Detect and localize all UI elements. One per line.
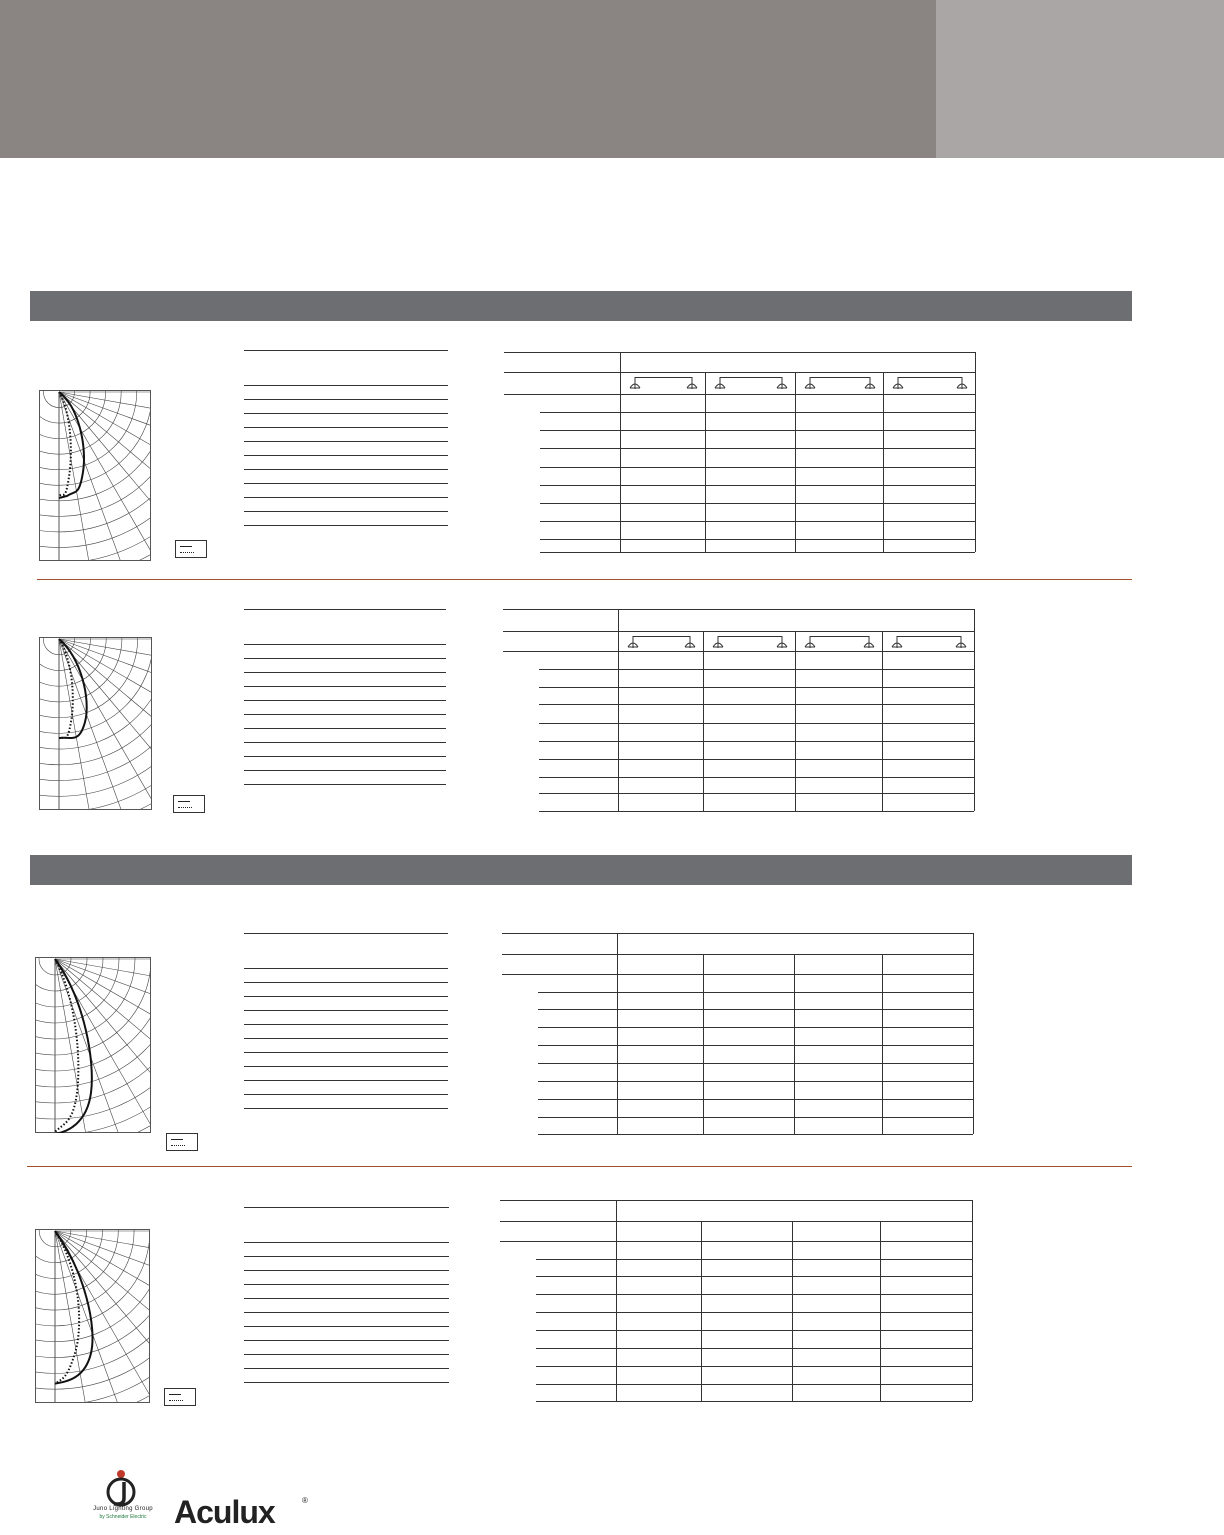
table-rule: [244, 1108, 448, 1109]
table-row-rule: [504, 372, 975, 373]
aculux-registered-mark: ®: [302, 1496, 308, 1505]
fixture-spacing-icon: [683, 635, 697, 649]
block-separator-2: [27, 1166, 1132, 1167]
table-row-rule: [503, 651, 974, 652]
table-col-rule: [792, 1221, 793, 1401]
fixture-spacing-line: [897, 636, 961, 637]
fixture-spacing-line: [633, 636, 690, 637]
table-rule: [244, 658, 446, 659]
fixture-spacing-line: [810, 636, 869, 637]
legend-dotted-line: [169, 1400, 183, 1401]
table-rule: [244, 672, 446, 673]
table-row-rule: [536, 1384, 972, 1385]
header-tab: [936, 0, 1224, 158]
table-col-rule: [794, 954, 795, 1134]
section-bar-1: [30, 291, 1132, 321]
legend-dotted-line: [171, 1145, 185, 1146]
table-rule: [244, 968, 448, 969]
fixture-spacing-icon: [685, 376, 699, 390]
table-rule: [244, 756, 446, 757]
legend-dotted-line: [178, 807, 192, 808]
table-row-rule: [504, 352, 975, 353]
table-rule: [244, 1256, 449, 1257]
table-row-rule: [539, 669, 974, 670]
curve-legend-1: [175, 540, 207, 558]
table-rule: [244, 609, 446, 610]
table-row-rule: [538, 1027, 973, 1028]
table-row-rule: [539, 687, 974, 688]
legend-solid-line: [178, 801, 190, 802]
polar-candela-chart-1: [39, 390, 151, 561]
table-row-rule: [539, 793, 974, 794]
table-row-rule: [536, 1330, 972, 1331]
table-rule: [244, 399, 448, 400]
fixture-spacing-icon: [626, 635, 640, 649]
fixture-spacing-icon: [713, 376, 727, 390]
table-row-rule: [502, 974, 973, 975]
table-rule: [244, 1270, 449, 1271]
table-rule: [244, 1242, 449, 1243]
table-col-rule: [701, 1221, 702, 1401]
table-row-rule: [540, 412, 975, 413]
table-row-rule: [539, 811, 974, 812]
table-row-rule: [503, 631, 974, 632]
table-row-rule: [539, 741, 974, 742]
table-row-rule: [536, 1276, 972, 1277]
table-rule: [244, 483, 448, 484]
table-row-rule: [540, 539, 975, 540]
table-rule: [244, 1340, 449, 1341]
table-row-rule: [502, 933, 973, 934]
table-col-rule: [705, 372, 706, 552]
header-band: [0, 0, 936, 158]
table-col-rule: [617, 933, 618, 1134]
polar-candela-chart-4: [35, 1229, 150, 1403]
table-row-rule: [536, 1348, 972, 1349]
table-rule: [244, 1382, 449, 1383]
table-rule: [244, 1312, 449, 1313]
polar-candela-chart-2: [39, 637, 152, 810]
table-rule: [244, 1298, 449, 1299]
table-rule: [244, 385, 448, 386]
table-rule: [244, 469, 448, 470]
table-col-rule: [973, 933, 974, 1134]
table-rule: [244, 700, 446, 701]
table-row-rule: [538, 1117, 973, 1118]
table-row-rule: [540, 485, 975, 486]
fixture-spacing-line: [898, 377, 962, 378]
fixture-spacing-line: [810, 377, 870, 378]
fixture-spacing-icon: [628, 376, 642, 390]
table-col-rule: [880, 1221, 881, 1401]
table-rule: [244, 511, 448, 512]
table-row-rule: [502, 954, 973, 955]
table-row-rule: [539, 723, 974, 724]
table-rule: [244, 441, 448, 442]
table-col-rule: [703, 954, 704, 1134]
table-rule: [244, 455, 448, 456]
table-rule: [244, 686, 446, 687]
fixture-spacing-icon: [955, 376, 969, 390]
table-rule: [244, 1207, 449, 1208]
table-row-rule: [536, 1294, 972, 1295]
table-row-rule: [539, 759, 974, 760]
fixture-spacing-icon: [863, 376, 877, 390]
polar-candela-chart-3: [35, 957, 151, 1133]
table-col-rule: [620, 352, 621, 552]
fixture-spacing-line: [718, 636, 782, 637]
table-col-rule: [975, 352, 976, 552]
table-rule: [244, 1010, 448, 1011]
table-row-rule: [538, 1009, 973, 1010]
table-row-rule: [540, 430, 975, 431]
table-rule: [244, 1284, 449, 1285]
fixture-spacing-icon: [890, 635, 904, 649]
fixture-spacing-icon: [711, 635, 725, 649]
curve-legend-2: [173, 795, 205, 813]
table-rule: [244, 1024, 448, 1025]
table-rule: [244, 770, 446, 771]
table-row-rule: [538, 992, 973, 993]
table-rule: [244, 1066, 448, 1067]
table-row-rule: [540, 521, 975, 522]
fixture-spacing-line: [720, 377, 782, 378]
table-col-rule: [883, 372, 884, 552]
table-col-rule: [616, 1200, 617, 1401]
legend-solid-line: [180, 546, 192, 547]
table-rule: [244, 982, 448, 983]
table-rule: [244, 413, 448, 414]
table-row-rule: [536, 1401, 972, 1402]
table-col-rule: [703, 631, 704, 811]
table-row-rule: [500, 1241, 972, 1242]
legend-solid-line: [169, 1394, 181, 1395]
table-row-rule: [538, 1099, 973, 1100]
footer-logos: [78, 1468, 318, 1530]
fixture-spacing-icon: [954, 635, 968, 649]
table-row-rule: [540, 467, 975, 468]
block-separator-1: [37, 579, 1132, 580]
table-rule: [244, 714, 446, 715]
table-rule: [244, 1326, 449, 1327]
table-col-rule: [972, 1200, 973, 1401]
table-rule: [244, 1094, 448, 1095]
juno-brand-text: Juno Lighting Group: [93, 1506, 153, 1512]
curve-legend-3: [166, 1133, 198, 1151]
table-rule: [244, 525, 448, 526]
table-row-rule: [539, 777, 974, 778]
table-col-rule: [974, 609, 975, 811]
table-rule: [244, 1038, 448, 1039]
table-rule: [244, 1368, 449, 1369]
table-rule: [244, 933, 448, 934]
table-rule: [244, 497, 448, 498]
juno-brand-sub: by Schneider Electric: [99, 1514, 147, 1520]
table-row-rule: [536, 1259, 972, 1260]
aculux-logo: Aculux: [174, 1494, 275, 1530]
section-bar-2: [30, 855, 1132, 885]
table-rule: [244, 427, 448, 428]
table-row-rule: [538, 1081, 973, 1082]
fixture-spacing-icon: [803, 376, 817, 390]
table-row-rule: [538, 1045, 973, 1046]
fixture-spacing-icon: [803, 635, 817, 649]
table-rule: [244, 1080, 448, 1081]
table-row-rule: [540, 552, 975, 553]
table-row-rule: [536, 1366, 972, 1367]
table-row-rule: [540, 448, 975, 449]
table-rule: [244, 1354, 449, 1355]
fixture-spacing-line: [635, 377, 692, 378]
fixture-spacing-icon: [775, 376, 789, 390]
table-row-rule: [539, 704, 974, 705]
table-rule: [244, 742, 446, 743]
table-rule: [244, 350, 448, 351]
table-row-rule: [540, 503, 975, 504]
table-row-rule: [504, 394, 975, 395]
table-col-rule: [882, 631, 883, 811]
table-col-rule: [795, 631, 796, 811]
fixture-spacing-icon: [891, 376, 905, 390]
legend-dotted-line: [180, 552, 194, 553]
curve-legend-4: [164, 1388, 196, 1406]
table-row-rule: [500, 1200, 972, 1201]
table-col-rule: [882, 954, 883, 1134]
fixture-spacing-icon: [862, 635, 876, 649]
table-rule: [244, 644, 446, 645]
table-rule: [244, 728, 446, 729]
table-row-rule: [536, 1312, 972, 1313]
table-row-rule: [500, 1221, 972, 1222]
table-rule: [244, 784, 446, 785]
table-col-rule: [795, 372, 796, 552]
fixture-spacing-icon: [775, 635, 789, 649]
table-row-rule: [503, 609, 974, 610]
table-col-rule: [618, 609, 619, 811]
table-row-rule: [538, 1063, 973, 1064]
legend-solid-line: [171, 1139, 183, 1140]
table-rule: [244, 1052, 448, 1053]
table-rule: [244, 996, 448, 997]
table-row-rule: [538, 1134, 973, 1135]
